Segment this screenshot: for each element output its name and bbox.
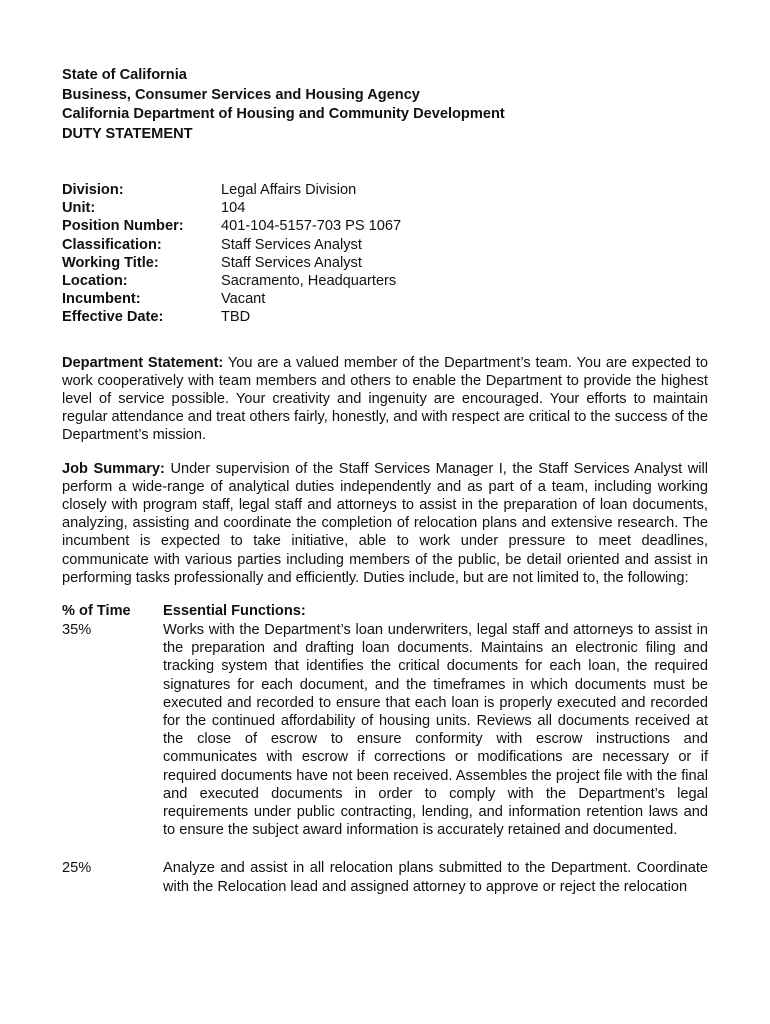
job-summary-text: Under supervision of the Staff Services Manager I, the Staff Services Analyst will perform a wide-range of analytical duties independently and as part of a team, including working closely with program staff, legal staff and attorneys to assist in the preparation of loan documents, analyzing, assisting and coordinate the completion of relocation plans and extensive research. The incumbent is expected to take initiative, able to work under pressure to meet deadlines, communicate with various parties including members of the public, be detail oriented and assist in performing tasks professionally and efficiently. Duties include, but are not limited to, the following: xyxy=(62,460,709,586)
position-info-row xyxy=(62,254,708,272)
position-info-row xyxy=(62,181,708,199)
division-label: Division: xyxy=(62,182,124,198)
job-summary-label: Job Summary: xyxy=(62,460,165,477)
header-department: California Department of Housing and Community Development xyxy=(62,106,505,122)
percent-time-header: % of Time xyxy=(62,602,131,619)
function-description: Analyze and assist in all relocation plans submitted to the Department. Coordinate with the Relocation lead and assigned attorney to approve or reject the relocation xyxy=(163,860,708,895)
function-description: Works with the Department’s loan underwriters, legal staff and attorneys to assist in the preparation and drafting loan documents. Maintains an electronic filing and tracking system that identifies the critical documents for each loan, the required signatures for each document, and the timeframes in which documents must be executed and recorded to ensure that each loan is properly executed and recorded for the continued affordability of housing units. Reviews all documents received at the close of escrow to ensure conformity with escrow instructions and communicates with escrow if corrections or modifications are necessary or if required documents have not been received. Assembles the project file with the final and executed documents in order to comply with the Department’s legal requirements under public contracting, lending, and information retention laws and to ensure the subject award information is accurately retained and documented. xyxy=(163,621,708,839)
document-header xyxy=(62,66,708,144)
position-info-row xyxy=(62,217,708,235)
incumbent-value: Vacant xyxy=(221,291,266,308)
department-statement-label: Department Statement: xyxy=(62,354,224,371)
classification-label: Classification: xyxy=(62,236,162,253)
department-statement-text: You are a valued member of the Department’s team. You are expected to work cooperatively with team members and others to enable the Department to provide the highest level of service possible. Your creativity and ingenuity are encouraged. Your efforts to maintain regular attendance and treat others fairly, honestly, and with respect are critical to the success of the Department’s mission. xyxy=(62,354,708,444)
effective-date-value: TBD xyxy=(221,309,251,326)
function-item xyxy=(62,859,708,895)
header-state: State of California xyxy=(62,67,187,83)
incumbent-label: Incumbent: xyxy=(62,291,141,308)
function-item xyxy=(62,621,708,839)
position-info-row xyxy=(62,308,708,326)
classification-value: Staff Services Analyst xyxy=(221,236,362,253)
position-info-row xyxy=(62,290,708,308)
function-percent: 25% xyxy=(62,860,92,877)
unit-value: 104 xyxy=(221,200,246,217)
header-title: DUTY STATEMENT xyxy=(62,125,193,142)
position-info-row xyxy=(62,199,708,217)
effective-date-label: Effective Date: xyxy=(62,309,164,326)
position-number-value: 401-104-5157-703 PS 1067 xyxy=(221,218,402,235)
department-statement xyxy=(62,354,708,445)
location-value: Sacramento, Headquarters xyxy=(221,272,397,289)
position-info-row xyxy=(62,272,708,290)
job-summary xyxy=(62,460,708,587)
position-number-label: Position Number: xyxy=(62,218,184,235)
header-agency: Business, Consumer Services and Housing Agency xyxy=(62,86,420,103)
unit-label: Unit: xyxy=(62,200,96,217)
function-percent: 35% xyxy=(62,621,92,638)
essential-functions-header: Essential Functions: xyxy=(163,602,306,619)
working-title-value: Staff Services Analyst xyxy=(221,254,362,271)
division-value: Legal Affairs Division xyxy=(221,182,357,198)
position-info xyxy=(62,181,708,327)
working-title-label: Working Title: xyxy=(62,254,159,271)
location-label: Location: xyxy=(62,272,128,289)
duty-statement-page xyxy=(62,66,708,896)
position-info-row xyxy=(62,236,708,254)
functions-header xyxy=(62,602,708,621)
